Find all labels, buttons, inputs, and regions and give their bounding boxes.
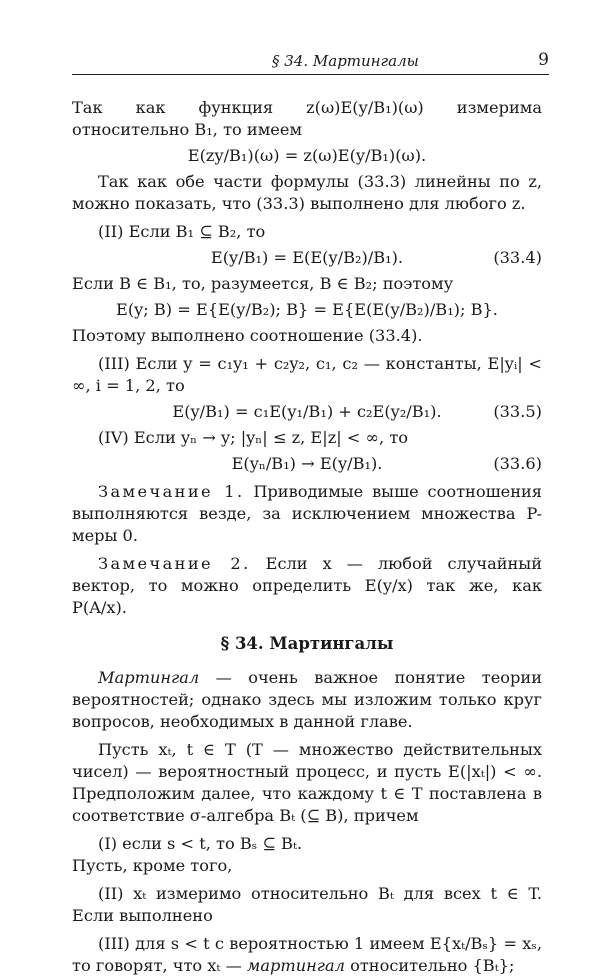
condition-i: (I) если s < t, то Bₛ ⊆ Bₜ.	[98, 834, 303, 853]
paragraph-1: Так как функция z(ω)E(y/B₁)(ω) измерима относительно B₁, то имеем	[72, 98, 542, 139]
equation-tag: (33.5)	[493, 402, 542, 421]
item-iii: (III) Если y = c₁y₁ + c₂y₂, c₁, c₂ — константы, E|yᵢ| < ∞, i = 1, 2, то	[72, 354, 542, 395]
condition-ii: (II) xₜ измеримо относительно Bₜ для всех t ∈ T. Если выполнено	[72, 884, 542, 925]
page-body	[72, 97, 542, 977]
remark-1-label: Замечание 1.	[98, 482, 245, 501]
page-number: 9	[538, 50, 549, 70]
running-header	[72, 52, 549, 75]
equation-tag: (33.6)	[493, 454, 542, 473]
term-martingale-2: мартингал	[246, 956, 345, 975]
term-martingale: Мартингал	[98, 668, 200, 687]
paragraph-5: Поэтому выполнено соотношение (33.4).	[72, 326, 423, 345]
remark-2	[72, 553, 542, 619]
equation-1: E(zy/B₁)(ω) = z(ω)E(y/B₁)(ω).	[187, 146, 427, 165]
equation-33-4: E(y/B₁) = E(E(y/B₂)/B₁). (33.4)	[210, 248, 542, 267]
paragraph-martingale: Мартингал — очень важное понятие теории вероятностей; однако здесь мы изложим только круг вопросов, необходимых в данной главе.	[72, 668, 542, 731]
paragraph-process: Пусть xₜ, t ∈ T (T — множество действительных чисел) — вероятностный процесс, и пусть E(|xₜ|) < ∞. Предположим далее, что каждому t ∈ T поставлена в соответствие σ-алгебра Bₜ (⊆ B), причем	[72, 740, 542, 825]
remark-2-text: Если x — любой случайный вектор, то можно определить E(y/x) так же, как P(A/x).	[72, 554, 542, 617]
item-ii: (II) Если B₁ ⊆ B₂, то	[98, 222, 266, 241]
equation-3: E(y; B) = E{E(y/B₂); B} = E{E(E(y/B₂)/B₁); B}.	[116, 300, 498, 319]
paragraph-4: Если B ∈ B₁, то, разумеется, B ∈ B₂; поэтому	[72, 274, 454, 293]
item-iv: (IV) Если yₙ → y; |yₙ| ≤ z, E|z| < ∞, то	[98, 428, 409, 447]
remark-2-label: Замечание 2.	[98, 554, 251, 573]
remark-1-text: Приводимые выше соотношения выполняются везде, за исключением множества P-меры 0.	[72, 482, 542, 545]
equation-tag: (33.4)	[493, 248, 542, 267]
running-title: § 34. Мартингалы	[272, 52, 419, 70]
section-title: § 34. Мартингалы	[220, 634, 394, 653]
remark-1	[72, 481, 542, 547]
paragraph-2: Так как обе части формулы (33.3) линейны по z, можно показать, что (33.3) выполнено для любого z.	[72, 172, 542, 213]
equation-33-5: E(y/B₁) = c₁E(y₁/B₁) + c₂E(y₂/B₁). (33.5)	[172, 402, 542, 421]
paragraph-moreover: Пусть, кроме того,	[72, 856, 233, 875]
equation-33-6: E(yₙ/B₁) → E(y/B₁). (33.6)	[231, 454, 542, 473]
condition-iii: (III) для s < t с вероятностью 1 имеем E{xₜ/Bₛ} = xₛ, то говорят, что xₜ — мартингал относительно {Bₜ};	[72, 934, 542, 975]
